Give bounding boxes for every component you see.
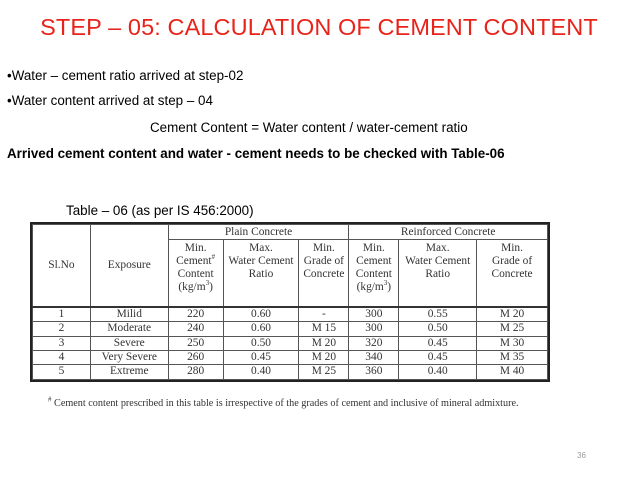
cell-rcc-min-cement: 300 (349, 307, 399, 322)
cell-rcc-min-grade: M 40 (477, 365, 548, 380)
header-sl-no: Sl.No (33, 225, 91, 307)
cell-rcc-max-wc: 0.40 (399, 365, 477, 380)
cell-rcc-max-wc: 0.50 (399, 322, 477, 336)
cell-exposure: Severe (90, 336, 168, 350)
cell-pcc-min-grade: M 15 (299, 322, 349, 336)
table-footnote (48, 395, 519, 409)
cell-rcc-min-cement: 320 (349, 336, 399, 350)
cell-rcc-max-wc: 0.45 (399, 351, 477, 365)
header-plain-concrete: Plain Concrete (168, 225, 349, 240)
cell-rcc-max-wc: 0.55 (399, 307, 477, 322)
cell-pcc-max-wc: 0.45 (223, 351, 299, 365)
cell-pcc-min-cement: 240 (168, 322, 223, 336)
cell-pcc-max-wc: 0.60 (223, 307, 299, 322)
cell-rcc-min-cement: 300 (349, 322, 399, 336)
cell-rcc-max-wc: 0.45 (399, 336, 477, 350)
cell-exposure: Very Severe (90, 351, 168, 365)
cell-exposure: Moderate (90, 322, 168, 336)
cell-rcc-min-cement: 360 (349, 365, 399, 380)
footnote-text: Cement content prescribed in this table is irrespective of the grades of cement and inclusive of mineral admixture. (51, 398, 519, 409)
cell-exposure: Extreme (90, 365, 168, 380)
table-row (33, 307, 548, 322)
cell-pcc-min-cement: 280 (168, 365, 223, 380)
footnote-mark: # (48, 395, 52, 404)
bullet-water-cement-ratio: •Water – cement ratio arrived at step-02 (7, 68, 244, 83)
cell-pcc-min-cement: 260 (168, 351, 223, 365)
cell-pcc-min-grade: - (299, 307, 349, 322)
cell-rcc-min-grade: M 25 (477, 322, 548, 336)
slide-title: STEP – 05: CALCULATION OF CEMENT CONTENT (40, 14, 598, 40)
cell-rcc-min-cement: 340 (349, 351, 399, 365)
table-row (33, 322, 548, 336)
cell-pcc-min-cement: 220 (168, 307, 223, 322)
cell-pcc-min-grade: M 25 (299, 365, 349, 380)
table-row (33, 365, 548, 380)
table-row (33, 336, 548, 350)
cell-pcc-min-grade: M 20 (299, 336, 349, 350)
header-exposure: Exposure (90, 225, 168, 307)
cell-pcc-max-wc: 0.50 (223, 336, 299, 350)
cell-rcc-min-grade: M 35 (477, 351, 548, 365)
table-caption: Table – 06 (as per IS 456:2000) (66, 203, 254, 218)
bullet-water-content: •Water content arrived at step – 04 (7, 93, 213, 108)
header-pcc-min-cement: Min. Cement# Content $(kg/m^3)$ (168, 240, 223, 307)
header-rcc-min-grade: Min. Grade of Concrete (477, 240, 548, 307)
cell-exposure: Milid (90, 307, 168, 322)
header-rcc-max-wc-ratio: Max. Water Cement Ratio (399, 240, 477, 307)
cell-sl-no: 2 (33, 322, 91, 336)
cell-sl-no: 3 (33, 336, 91, 350)
cement-content-formula: Cement Content = Water content / water-cement ratio (150, 120, 468, 135)
cell-sl-no: 5 (33, 365, 91, 380)
header-pcc-min-grade: Min. Grade of Concrete (299, 240, 349, 307)
cell-pcc-min-cement: 250 (168, 336, 223, 350)
exposure-table-grid (32, 224, 548, 380)
cell-pcc-max-wc: 0.40 (223, 365, 299, 380)
header-reinforced-concrete: Reinforced Concrete (349, 225, 548, 240)
header-rcc-min-cement: Min. Cement Content $(kg/m^3)$ (349, 240, 399, 307)
cell-pcc-max-wc: 0.60 (223, 322, 299, 336)
cell-rcc-min-grade: M 30 (477, 336, 548, 350)
exposure-table (30, 222, 550, 382)
table-row (33, 351, 548, 365)
header-pcc-max-wc-ratio: Max. Water Cement Ratio (223, 240, 299, 307)
cell-sl-no: 1 (33, 307, 91, 322)
cell-pcc-min-grade: M 20 (299, 351, 349, 365)
cell-sl-no: 4 (33, 351, 91, 365)
check-note: Arrived cement content and water - cement needs to be checked with Table-06 (7, 146, 505, 161)
cell-rcc-min-grade: M 20 (477, 307, 548, 322)
page-number: 36 (577, 451, 586, 460)
